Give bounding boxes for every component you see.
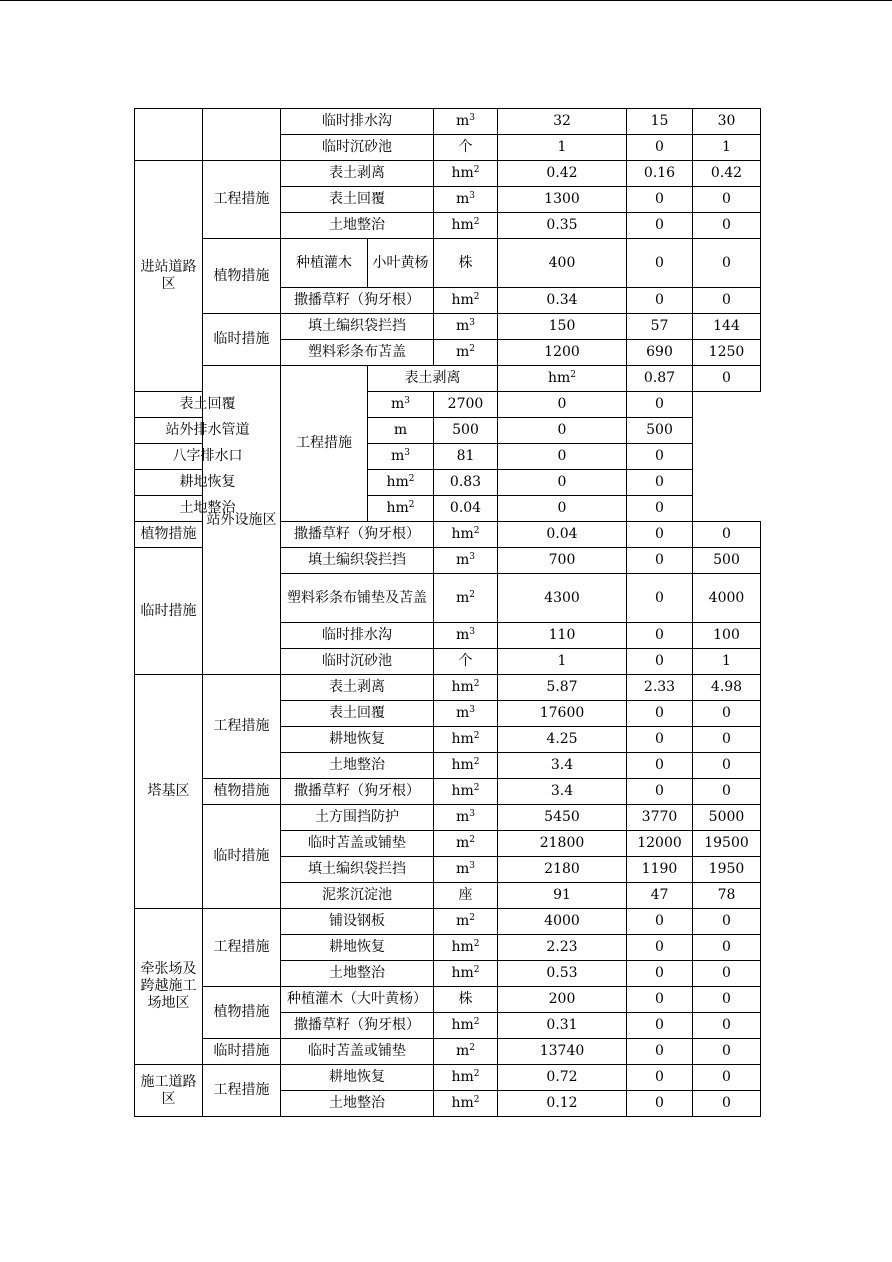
value-cell-total: 0.04 — [498, 522, 627, 548]
unit-base: hm — [451, 679, 474, 695]
value-cell-3: 0 — [627, 444, 693, 470]
table-row — [135, 444, 761, 470]
value-cell-3: 0 — [693, 935, 761, 961]
unit-cell — [434, 314, 498, 340]
unit-cell — [434, 574, 498, 623]
unit-cell — [434, 779, 498, 805]
unit-cell — [434, 935, 498, 961]
unit-base: hm — [451, 217, 474, 233]
value-cell-total: 0.12 — [498, 1091, 627, 1117]
value-cell-2: 0 — [627, 779, 693, 805]
value-cell-total: 1300 — [498, 187, 627, 213]
unit-exponent: 3 — [469, 705, 475, 715]
measure-cell: 铺设钢板 — [281, 909, 434, 935]
measure-cell: 耕地恢复 — [281, 1065, 434, 1091]
value-cell-total: 200 — [498, 987, 627, 1013]
unit-cell — [434, 909, 498, 935]
unit-base: m — [455, 589, 470, 606]
value-cell-3: 5000 — [693, 805, 761, 831]
measure-cell: 撒播草籽（狗牙根） — [281, 288, 434, 314]
unit-cell — [434, 987, 498, 1013]
value-cell-2: 0 — [627, 1065, 693, 1091]
value-cell-total: 91 — [498, 883, 627, 909]
measure-cell: 表土回覆 — [281, 701, 434, 727]
category-cell: 工程措施 — [281, 366, 368, 522]
unit-exponent: 2 — [473, 1069, 480, 1079]
value-cell-2: 0 — [627, 727, 693, 753]
unit-cell — [434, 675, 498, 701]
value-cell-total: 32 — [498, 109, 627, 135]
category-cell: 植物措施 — [203, 779, 281, 805]
measure-cell: 撒播草籽（狗牙根） — [281, 1013, 434, 1039]
value-cell-2: 0 — [627, 701, 693, 727]
value-cell-3: 1250 — [693, 340, 761, 366]
value-cell-total: 5.87 — [498, 675, 627, 701]
value-cell-2: 0 — [627, 1091, 693, 1117]
measure-cell: 临时沉砂池 — [281, 135, 434, 161]
value-cell-total: 3.4 — [498, 779, 627, 805]
table-row — [135, 805, 761, 831]
measure-cell: 种植灌木（大叶黄杨） — [281, 987, 434, 1013]
top-rule — [0, 0, 892, 1]
unit-base: m — [390, 396, 405, 412]
unit-cell — [434, 649, 498, 675]
value-cell-3: 0 — [693, 961, 761, 987]
value-cell-3: 144 — [693, 314, 761, 340]
measures-table — [134, 108, 761, 1117]
unit-base: m — [455, 1043, 470, 1059]
unit-base: hm — [451, 965, 474, 981]
unit-exponent: 2 — [408, 500, 415, 510]
unit-base: m — [455, 191, 470, 207]
value-cell-total: 0.72 — [498, 1065, 627, 1091]
unit-cell — [434, 135, 498, 161]
value-cell-total: 0.83 — [434, 470, 498, 496]
value-cell-2: 0 — [627, 1039, 693, 1065]
measure-cell: 耕地恢复 — [135, 470, 281, 496]
unit-cell — [434, 340, 498, 366]
unit-base: m — [455, 318, 470, 334]
value-cell-3: 0.42 — [693, 161, 761, 187]
measure-cell: 种植灌木 — [281, 239, 368, 288]
value-cell-2: 0 — [627, 187, 693, 213]
measure-cell: 临时排水沟 — [281, 623, 434, 649]
unit-exponent: 2 — [469, 913, 475, 923]
measure-cell: 泥浆沉淀池 — [281, 883, 434, 909]
value-cell-3: 19500 — [693, 831, 761, 857]
value-cell-2: 0 — [627, 909, 693, 935]
category-cell: 工程措施 — [203, 909, 281, 987]
category-cell: 植物措施 — [135, 522, 203, 548]
unit-base: m — [455, 344, 470, 360]
value-cell-3: 0 — [693, 987, 761, 1013]
value-cell-2: 0 — [627, 574, 693, 623]
table-row — [135, 1065, 761, 1091]
value-cell-2: 0 — [498, 444, 627, 470]
value-cell-2: 0 — [627, 288, 693, 314]
unit-cell — [434, 1065, 498, 1091]
unit-cell — [368, 470, 434, 496]
value-cell-total: 2700 — [434, 392, 498, 418]
value-cell-2: 0 — [627, 649, 693, 675]
unit-exponent: 2 — [473, 165, 480, 175]
unit-cell — [434, 161, 498, 187]
value-cell-3: 78 — [693, 883, 761, 909]
measure-cell: 土方围挡防护 — [281, 805, 434, 831]
unit-base: m — [455, 809, 470, 825]
unit-base: 个 — [458, 653, 473, 669]
value-cell-total: 13740 — [498, 1039, 627, 1065]
table-row — [135, 675, 761, 701]
unit-base: 座 — [458, 887, 473, 903]
unit-base: m — [455, 627, 470, 643]
unit-base: hm — [386, 500, 409, 516]
measure-cell: 表土回覆 — [135, 392, 281, 418]
measure-cell: 土地整治 — [281, 1091, 434, 1117]
category-cell: 工程措施 — [203, 1065, 281, 1117]
unit-base: hm — [451, 292, 474, 308]
unit-base: hm — [451, 1095, 474, 1111]
measure-cell: 土地整治 — [281, 961, 434, 987]
value-cell-2: 0 — [627, 213, 693, 239]
unit-cell — [434, 857, 498, 883]
unit-base: hm — [451, 1069, 474, 1085]
value-cell-total: 400 — [498, 239, 627, 288]
table-row — [135, 470, 761, 496]
value-cell-total: 2.23 — [498, 935, 627, 961]
unit-exponent: 2 — [469, 589, 475, 600]
value-cell-total: 110 — [498, 623, 627, 649]
unit-cell — [434, 288, 498, 314]
unit-exponent: 2 — [408, 474, 415, 484]
value-cell-total: 5450 — [498, 805, 627, 831]
value-cell-3: 500 — [693, 548, 761, 574]
value-cell-2: 0 — [627, 961, 693, 987]
value-cell-2: 0 — [498, 496, 627, 522]
unit-cell — [368, 444, 434, 470]
zone-cell — [135, 109, 203, 161]
value-cell-total: 1200 — [498, 340, 627, 366]
unit-base: 个 — [458, 139, 473, 155]
measure-cell: 塑料彩条布苫盖 — [281, 340, 434, 366]
value-cell-3: 0 — [693, 727, 761, 753]
unit-exponent: 2 — [469, 835, 475, 845]
value-cell-2: 3770 — [627, 805, 693, 831]
value-cell-3: 0 — [693, 187, 761, 213]
unit-exponent: 2 — [473, 731, 480, 741]
unit-exponent: 2 — [473, 526, 480, 536]
value-cell-total: 2180 — [498, 857, 627, 883]
value-cell-3: 1 — [693, 135, 761, 161]
value-cell-total: 4.25 — [498, 727, 627, 753]
value-cell-3: 0 — [693, 1039, 761, 1065]
unit-cell — [434, 805, 498, 831]
unit-base: m — [455, 913, 470, 929]
value-cell-total: 81 — [434, 444, 498, 470]
value-cell-2: 0 — [627, 135, 693, 161]
value-cell-total: 17600 — [498, 701, 627, 727]
unit-exponent: 2 — [473, 965, 480, 975]
measure-cell: 耕地恢复 — [281, 727, 434, 753]
unit-base: hm — [451, 939, 474, 955]
value-cell-2: 0 — [498, 470, 627, 496]
value-cell-total: 0.04 — [434, 496, 498, 522]
unit-base: hm — [547, 370, 571, 386]
value-cell-3: 0 — [693, 701, 761, 727]
category-cell: 工程措施 — [203, 161, 281, 239]
zone-cell: 施工道路区 — [135, 1065, 203, 1117]
unit-cell — [434, 1039, 498, 1065]
unit-cell — [434, 548, 498, 574]
measure-cell: 塑料彩条布铺垫及苫盖 — [281, 574, 434, 623]
table-row — [135, 109, 761, 135]
unit-exponent: 2 — [570, 370, 577, 380]
category-cell: 临时措施 — [135, 548, 203, 675]
category-cell: 植物措施 — [203, 239, 281, 314]
unit-exponent: 2 — [473, 939, 480, 949]
value-cell-3: 0 — [693, 239, 761, 288]
unit-base: m — [390, 448, 405, 464]
unit-exponent: 3 — [469, 627, 475, 637]
value-cell-total: 0.34 — [498, 288, 627, 314]
value-cell-3: 0 — [693, 288, 761, 314]
table-row — [135, 1039, 761, 1065]
measure-cell: 临时排水沟 — [281, 109, 434, 135]
unit-exponent: 2 — [473, 1017, 480, 1027]
unit-base: 株 — [458, 254, 473, 271]
value-cell-2: 0 — [627, 1013, 693, 1039]
unit-cell — [434, 623, 498, 649]
zone-cell: 塔基区 — [135, 675, 203, 909]
measure-cell: 土地整治 — [281, 213, 434, 239]
measure-cell: 土地整治 — [281, 753, 434, 779]
table-row — [135, 779, 761, 805]
unit-exponent: 2 — [473, 292, 480, 302]
unit-base: hm — [451, 1017, 474, 1033]
unit-cell — [434, 1091, 498, 1117]
value-cell-total: 4000 — [498, 909, 627, 935]
measure-cell: 表土剥离 — [368, 366, 498, 392]
value-cell-total: 0.31 — [498, 1013, 627, 1039]
value-cell-2: 1190 — [627, 857, 693, 883]
value-cell-total: 0.42 — [498, 161, 627, 187]
unit-exponent: 2 — [473, 679, 480, 689]
value-cell-total: 1 — [498, 135, 627, 161]
unit-cell — [498, 366, 627, 392]
value-cell-3: 0 — [627, 470, 693, 496]
value-cell-3: 0 — [693, 909, 761, 935]
value-cell-3: 0 — [693, 1091, 761, 1117]
value-cell-2: 690 — [627, 340, 693, 366]
value-cell-total: 0.35 — [498, 213, 627, 239]
unit-cell — [434, 753, 498, 779]
unit-exponent: 2 — [469, 344, 475, 354]
measure-cell: 撒播草籽（狗牙根） — [281, 779, 434, 805]
measure-cell: 八字排水口 — [135, 444, 281, 470]
measure-cell: 临时苫盖或铺垫 — [281, 1039, 434, 1065]
unit-exponent: 2 — [473, 757, 480, 767]
measure-cell: 填土编织袋拦挡 — [281, 548, 434, 574]
zone-cell: 进站道路区 — [135, 161, 203, 392]
unit-base: 株 — [458, 991, 473, 1007]
unit-cell — [434, 831, 498, 857]
value-cell-3: 4000 — [693, 574, 761, 623]
value-cell-2: 0 — [627, 548, 693, 574]
table-row — [135, 392, 761, 418]
unit-exponent: 2 — [473, 1095, 480, 1105]
unit-exponent: 3 — [469, 113, 475, 123]
unit-exponent: 2 — [469, 1043, 475, 1053]
value-cell-2: 0 — [498, 392, 627, 418]
category-cell — [203, 109, 281, 161]
measure-cell: 填土编织袋拦挡 — [281, 314, 434, 340]
unit-cell — [434, 701, 498, 727]
measure-cell: 临时沉砂池 — [281, 649, 434, 675]
category-cell: 临时措施 — [203, 805, 281, 909]
unit-base: hm — [451, 165, 474, 181]
value-cell-3: 1 — [693, 649, 761, 675]
unit-base: hm — [451, 526, 474, 542]
unit-cell — [434, 213, 498, 239]
unit-cell — [368, 418, 434, 444]
unit-base: hm — [451, 731, 474, 747]
measure-cell: 撒播草籽（狗牙根） — [281, 522, 434, 548]
unit-cell — [434, 187, 498, 213]
table-row — [135, 909, 761, 935]
unit-exponent: 2 — [473, 783, 480, 793]
value-cell-2: 0 — [627, 753, 693, 779]
value-cell-3: 4.98 — [693, 675, 761, 701]
value-cell-3: 1950 — [693, 857, 761, 883]
value-cell-2: 2.33 — [627, 675, 693, 701]
category-cell: 临时措施 — [203, 314, 281, 366]
category-cell: 工程措施 — [203, 675, 281, 779]
measure-cell: 临时苫盖或铺垫 — [281, 831, 434, 857]
value-cell-total: 21800 — [498, 831, 627, 857]
measure-cell: 填土编织袋拦挡 — [281, 857, 434, 883]
unit-exponent: 3 — [404, 396, 410, 406]
value-cell-2: 0 — [627, 239, 693, 288]
measure-cell: 表土剥离 — [281, 675, 434, 701]
unit-base: m — [455, 552, 470, 568]
unit-cell — [368, 392, 434, 418]
value-cell-2: 12000 — [627, 831, 693, 857]
unit-base: hm — [386, 474, 409, 490]
unit-cell — [368, 496, 434, 522]
value-cell-3: 0 — [627, 496, 693, 522]
value-cell-2: 0 — [627, 623, 693, 649]
value-cell-3: 500 — [627, 418, 693, 444]
table-row — [135, 366, 761, 392]
unit-cell — [434, 883, 498, 909]
zone-cell: 站外设施区 — [203, 366, 281, 675]
unit-cell — [434, 239, 498, 288]
table-row — [135, 418, 761, 444]
value-cell-3: 100 — [693, 623, 761, 649]
value-cell-2: 15 — [627, 109, 693, 135]
measure-cell: 土地整治 — [135, 496, 281, 522]
unit-cell — [434, 727, 498, 753]
value-cell-total: 4300 — [498, 574, 627, 623]
unit-exponent: 3 — [469, 809, 475, 819]
value-cell-2: 0 — [627, 935, 693, 961]
table-row — [135, 987, 761, 1013]
value-cell-2: 57 — [627, 314, 693, 340]
unit-exponent: 3 — [469, 191, 475, 201]
unit-base: m — [455, 705, 470, 721]
value-cell-2: 0 — [498, 418, 627, 444]
category-cell: 植物措施 — [203, 987, 281, 1039]
table-row — [135, 239, 761, 288]
value-cell-total: 150 — [498, 314, 627, 340]
unit-base: hm — [451, 757, 474, 773]
unit-base: m — [455, 861, 470, 877]
value-cell-3: 0 — [693, 753, 761, 779]
value-cell-total: 0.87 — [627, 366, 693, 392]
unit-exponent: 3 — [404, 448, 410, 458]
unit-base: m — [455, 835, 470, 851]
value-cell-3: 0 — [693, 522, 761, 548]
unit-exponent: 2 — [473, 217, 480, 227]
value-cell-total: 3.4 — [498, 753, 627, 779]
unit-exponent: 3 — [469, 318, 475, 328]
unit-exponent: 3 — [469, 861, 475, 871]
value-cell-3: 0 — [627, 392, 693, 418]
value-cell-3: 30 — [693, 109, 761, 135]
value-cell-total: 0.53 — [498, 961, 627, 987]
measure-subtype-cell: 小叶黄杨 — [368, 239, 434, 288]
measure-cell: 站外排水管道 — [135, 418, 281, 444]
measure-cell: 耕地恢复 — [281, 935, 434, 961]
measure-cell: 表土剥离 — [281, 161, 434, 187]
value-cell-3: 0 — [693, 213, 761, 239]
measure-cell: 表土回覆 — [281, 187, 434, 213]
value-cell-2: 0.16 — [627, 161, 693, 187]
table-row — [135, 314, 761, 340]
unit-base: hm — [451, 783, 474, 799]
value-cell-total: 1 — [498, 649, 627, 675]
unit-cell — [434, 961, 498, 987]
unit-base: m — [393, 422, 408, 438]
value-cell-2: 0 — [693, 366, 761, 392]
value-cell-2: 0 — [627, 987, 693, 1013]
category-cell: 临时措施 — [203, 1039, 281, 1065]
unit-cell — [434, 1013, 498, 1039]
value-cell-3: 0 — [693, 779, 761, 805]
value-cell-2: 47 — [627, 883, 693, 909]
zone-cell: 牵张场及跨越施工场地区 — [135, 909, 203, 1065]
table-row — [135, 161, 761, 187]
value-cell-3: 0 — [693, 1065, 761, 1091]
unit-exponent: 3 — [469, 552, 475, 562]
unit-cell — [434, 109, 498, 135]
unit-base: m — [455, 113, 470, 129]
value-cell-total: 700 — [498, 548, 627, 574]
unit-cell — [434, 522, 498, 548]
value-cell-2: 0 — [627, 522, 693, 548]
value-cell-3: 0 — [693, 1013, 761, 1039]
table-body — [135, 109, 761, 1117]
value-cell-total: 500 — [434, 418, 498, 444]
